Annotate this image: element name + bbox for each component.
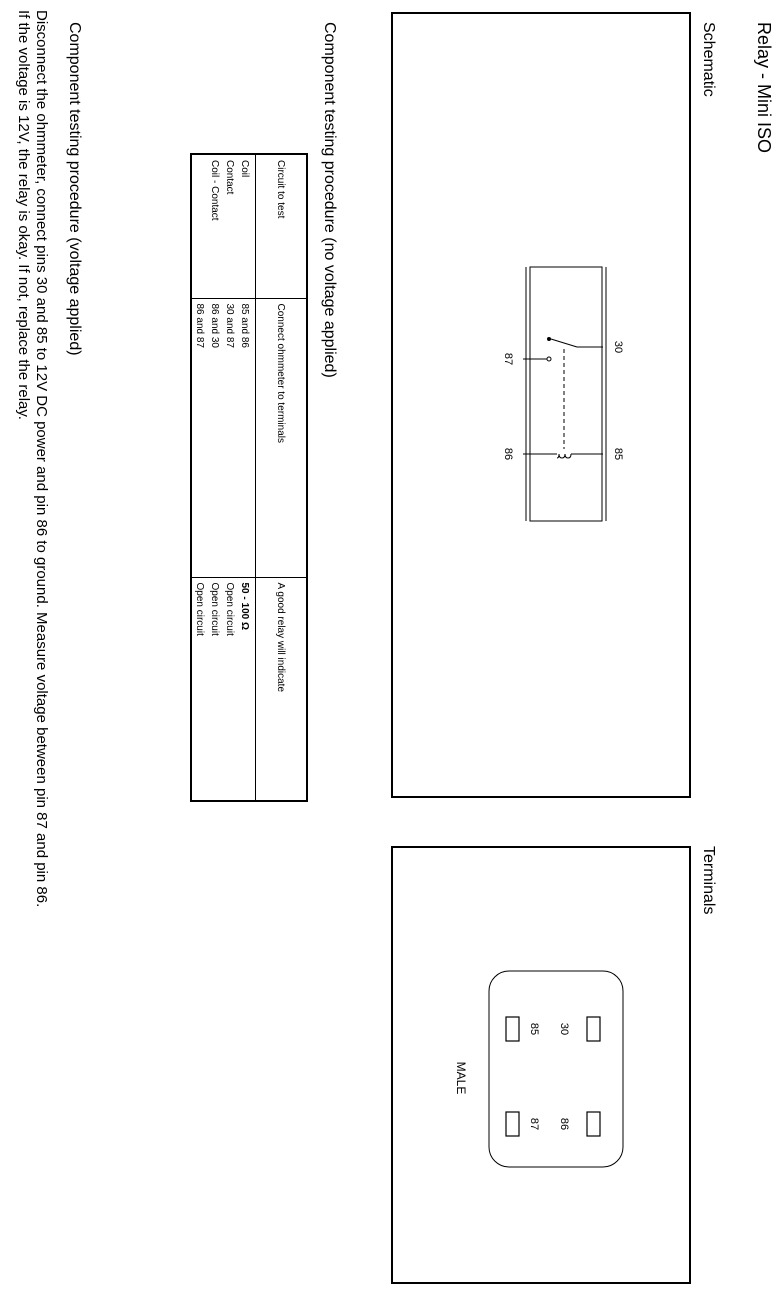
table-cell: Open circuit xyxy=(191,577,207,801)
table-cell: Open circuit xyxy=(207,577,222,801)
schematic-pin-86-label: 86 xyxy=(502,447,514,461)
table-cell: Coil xyxy=(237,154,256,298)
connector-male-label: MALE xyxy=(454,1061,468,1095)
table-cell: Contact xyxy=(222,154,237,298)
terminals-diagram xyxy=(393,848,689,1282)
table-cell: 30 and 87 xyxy=(222,298,237,577)
table-row xyxy=(191,154,207,801)
relay-schematic-diagram xyxy=(393,14,689,796)
terminal-85-label: 85 xyxy=(528,1022,540,1036)
terminals-heading: Terminals xyxy=(700,846,717,915)
table-row xyxy=(222,154,237,801)
terminal-86 xyxy=(587,1112,600,1136)
table-cell: 50 - 100 Ω xyxy=(237,577,256,801)
contact-87 xyxy=(547,357,551,361)
terminal-87-label: 87 xyxy=(528,1117,540,1131)
terminal-30-label: 30 xyxy=(558,1022,570,1036)
schematic-pin-85-label: 85 xyxy=(612,447,624,461)
terminal-30 xyxy=(587,1017,600,1041)
table-cell xyxy=(191,154,207,298)
page-title: Relay - Mini ISO xyxy=(754,22,774,154)
table-row xyxy=(237,154,256,801)
schematic-heading: Schematic xyxy=(700,22,717,97)
schematic-panel xyxy=(391,12,691,798)
terminals-panel xyxy=(391,846,691,1284)
component-test-table xyxy=(190,153,308,802)
voltage-procedure-line-1: Disconnect the ohmmeter, connect pins 30 and 85 to 12V DC power and pin 86 to ground. Measure voltage between pin 87 and pin 86. xyxy=(33,10,50,908)
terminal-85 xyxy=(506,1017,519,1041)
table-header-row xyxy=(256,154,308,801)
table-cell: Coil - Contact xyxy=(207,154,222,298)
voltage-heading: Component testing procedure (voltage applied) xyxy=(66,22,83,356)
connector-outline xyxy=(489,971,623,1167)
table-header-cell: Connect ohmmeter to terminals xyxy=(256,298,308,577)
coil-symbol xyxy=(557,454,571,458)
switch-arm xyxy=(551,339,577,347)
table-cell: 85 and 86 xyxy=(237,298,256,577)
table-cell: 86 and 30 xyxy=(207,298,222,577)
terminal-86-label: 86 xyxy=(558,1117,570,1131)
table-header-cell: A good relay will indicate xyxy=(256,577,308,801)
voltage-procedure-line-2: If the voltage is 12V, the relay is okay. If not, replace the relay. xyxy=(15,10,32,420)
switch-pivot xyxy=(547,337,551,341)
table-cell: Open circuit xyxy=(222,577,237,801)
relay-housing xyxy=(530,267,602,521)
table-header-cell: Circuit to test xyxy=(256,154,308,298)
table-row xyxy=(207,154,222,801)
schematic-pin-30-label: 30 xyxy=(612,340,624,354)
schematic-pin-87-label: 87 xyxy=(502,352,514,366)
terminal-87 xyxy=(506,1112,519,1136)
no-voltage-heading: Component testing procedure (no voltage applied) xyxy=(321,22,338,378)
table-cell: 86 and 87 xyxy=(191,298,207,577)
